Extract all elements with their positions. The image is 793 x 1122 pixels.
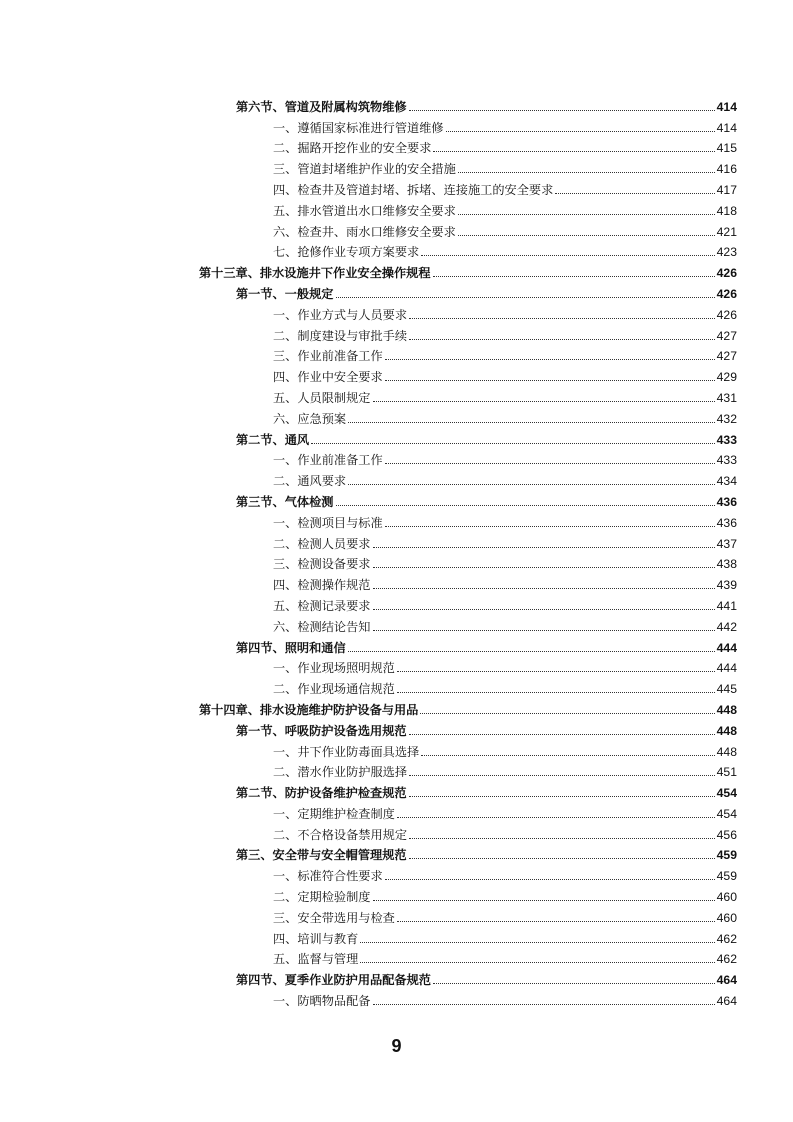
toc-entry-page: 423 xyxy=(716,245,737,260)
toc-entry-page: 438 xyxy=(716,557,737,572)
toc-subsection-entry[interactable] xyxy=(273,762,737,783)
toc-subsection-entry[interactable] xyxy=(273,678,737,699)
toc-entry-title: 一、检测项目与标准 xyxy=(273,515,383,530)
dot-leader xyxy=(420,713,714,714)
toc-entry-title: 二、作业现场通信规范 xyxy=(273,682,395,697)
toc-subsection-entry[interactable] xyxy=(273,907,737,928)
toc-subsection-entry[interactable] xyxy=(273,554,737,575)
toc-entry-title: 第十三章、排水设施井下作业安全操作规程 xyxy=(199,266,431,281)
toc-entry-title: 二、潜水作业防护服选择 xyxy=(273,765,408,780)
toc-subsection-entry[interactable] xyxy=(273,595,737,616)
toc-entry-title: 五、人员限制规定 xyxy=(273,390,371,405)
toc-entry-title: 第二节、防护设备维护检查规范 xyxy=(236,786,407,801)
toc-entry-page: 432 xyxy=(716,411,737,426)
toc-entry-page: 426 xyxy=(716,307,737,322)
toc-entry-page: 431 xyxy=(716,390,737,405)
toc-subsection-entry[interactable] xyxy=(273,387,737,408)
toc-entry-page: 427 xyxy=(716,349,737,364)
toc-subsection-entry[interactable] xyxy=(273,242,737,263)
toc-entry-page: 427 xyxy=(716,328,737,343)
toc-entry-title: 第六节、管道及附属构筑物维修 xyxy=(236,99,407,114)
toc-entry-title: 二、制度建设与审批手续 xyxy=(273,328,408,343)
toc-entry-title: 五、检测记录要求 xyxy=(273,598,371,613)
dot-leader xyxy=(348,651,715,652)
toc-subsection-entry[interactable] xyxy=(273,928,737,949)
dot-leader xyxy=(373,588,715,589)
toc-subsection-entry[interactable] xyxy=(273,658,737,679)
toc-entry-title: 第二节、通风 xyxy=(236,432,310,447)
toc-entry-title: 第三、安全带与安全帽管理规范 xyxy=(236,848,407,863)
toc-entry-page: 444 xyxy=(716,640,737,655)
toc-entry-page: 426 xyxy=(716,266,737,281)
toc-entry-page: 454 xyxy=(716,786,737,801)
toc-entry-title: 四、检测操作规范 xyxy=(273,578,371,593)
toc-chapter-entry[interactable] xyxy=(199,699,737,720)
toc-subsection-entry[interactable] xyxy=(273,138,737,159)
toc-subsection-entry[interactable] xyxy=(273,117,737,138)
dot-leader xyxy=(385,463,715,464)
toc-entry-page: 459 xyxy=(716,848,737,863)
toc-subsection-entry[interactable] xyxy=(273,325,737,346)
toc-subsection-entry[interactable] xyxy=(273,450,737,471)
dot-leader xyxy=(397,817,715,818)
toc-entry-page: 459 xyxy=(716,869,737,884)
toc-section-entry[interactable] xyxy=(236,845,737,866)
toc-entry-title: 第一节、呼吸防护设备选用规范 xyxy=(236,723,407,738)
toc-entry-title: 一、作业现场照明规范 xyxy=(273,661,395,676)
toc-entry-page: 414 xyxy=(716,99,737,114)
toc-subsection-entry[interactable] xyxy=(273,158,737,179)
toc-section-entry[interactable] xyxy=(236,720,737,741)
toc-entry-page: 445 xyxy=(716,682,737,697)
toc-subsection-entry[interactable] xyxy=(273,990,737,1011)
toc-subsection-entry[interactable] xyxy=(273,346,737,367)
table-of-contents xyxy=(0,96,793,1011)
toc-subsection-entry[interactable] xyxy=(273,616,737,637)
toc-entry-title: 六、检测结论告知 xyxy=(273,619,371,634)
dot-leader xyxy=(397,692,715,693)
toc-section-entry[interactable] xyxy=(236,429,737,450)
toc-entry-title: 一、井下作业防毒面具选择 xyxy=(273,744,420,759)
dot-leader xyxy=(409,838,715,839)
toc-entry-title: 一、定期维护检查制度 xyxy=(273,806,395,821)
toc-entry-title: 第十四章、排水设施维护防护设备与用品 xyxy=(199,702,419,717)
toc-subsection-entry[interactable] xyxy=(273,408,737,429)
toc-entry-title: 一、作业前准备工作 xyxy=(273,453,383,468)
dot-leader xyxy=(409,858,715,859)
toc-entry-page: 426 xyxy=(716,286,737,301)
dot-leader xyxy=(433,151,714,152)
toc-subsection-entry[interactable] xyxy=(273,803,737,824)
toc-entry-page: 436 xyxy=(716,515,737,530)
toc-entry-title: 五、监督与管理 xyxy=(273,952,359,967)
toc-entry-page: 456 xyxy=(716,827,737,842)
toc-entry-title: 第三节、气体检测 xyxy=(236,494,334,509)
dot-leader xyxy=(409,775,715,776)
toc-entry-page: 417 xyxy=(716,182,737,197)
dot-leader xyxy=(397,921,715,922)
toc-subsection-entry[interactable] xyxy=(273,221,737,242)
toc-subsection-entry[interactable] xyxy=(273,304,737,325)
toc-entry-title: 二、不合格设备禁用规定 xyxy=(273,827,408,842)
dot-leader xyxy=(409,796,715,797)
toc-entry-page: 418 xyxy=(716,203,737,218)
toc-entry-title: 四、检查井及管道封堵、拆堵、连接施工的安全要求 xyxy=(273,182,554,197)
toc-entry-page: 434 xyxy=(716,474,737,489)
toc-entry-page: 429 xyxy=(716,370,737,385)
dot-leader xyxy=(433,983,715,984)
toc-entry-page: 444 xyxy=(716,661,737,676)
dot-leader xyxy=(373,547,715,548)
toc-subsection-entry[interactable] xyxy=(273,824,737,845)
dot-leader xyxy=(373,900,715,901)
toc-subsection-entry[interactable] xyxy=(273,512,737,533)
toc-entry-page: 448 xyxy=(716,744,737,759)
toc-entry-page: 451 xyxy=(716,765,737,780)
dot-leader xyxy=(409,734,715,735)
dot-leader xyxy=(458,172,715,173)
toc-entry-title: 四、作业中安全要求 xyxy=(273,370,383,385)
dot-leader xyxy=(446,131,715,132)
toc-entry-page: 464 xyxy=(716,994,737,1009)
toc-entry-page: 421 xyxy=(716,224,737,239)
toc-section-entry[interactable] xyxy=(236,637,737,658)
dot-leader xyxy=(336,297,715,298)
dot-leader xyxy=(373,609,715,610)
dot-leader xyxy=(360,942,714,943)
toc-entry-title: 一、标准符合性要求 xyxy=(273,869,383,884)
toc-entry-title: 七、抢修作业专项方案要求 xyxy=(273,245,420,260)
toc-entry-page: 460 xyxy=(716,890,737,905)
toc-subsection-entry[interactable] xyxy=(273,949,737,970)
dot-leader xyxy=(373,630,715,631)
dot-leader xyxy=(409,339,715,340)
dot-leader xyxy=(555,193,714,194)
toc-section-entry[interactable] xyxy=(236,96,737,117)
dot-leader xyxy=(421,755,714,756)
toc-subsection-entry[interactable] xyxy=(273,470,737,491)
toc-entry-title: 六、检查井、雨水口维修安全要求 xyxy=(273,224,456,239)
dot-leader xyxy=(397,671,715,672)
toc-entry-page: 442 xyxy=(716,619,737,634)
toc-entry-title: 五、排水管道出水口维修安全要求 xyxy=(273,203,456,218)
toc-entry-title: 一、遵循国家标准进行管道维修 xyxy=(273,120,444,135)
toc-entry-title: 二、定期检验制度 xyxy=(273,890,371,905)
toc-subsection-entry[interactable] xyxy=(273,574,737,595)
dot-leader xyxy=(458,235,715,236)
toc-entry-page: 437 xyxy=(716,536,737,551)
toc-entry-page: 436 xyxy=(716,494,737,509)
toc-entry-page: 454 xyxy=(716,806,737,821)
dot-leader xyxy=(458,214,715,215)
page-number: 9 xyxy=(391,1036,402,1056)
toc-entry-page: 460 xyxy=(716,910,737,925)
toc-entry-page: 415 xyxy=(716,141,737,156)
toc-entry-page: 433 xyxy=(716,432,737,447)
toc-subsection-entry[interactable] xyxy=(273,533,737,554)
toc-entry-title: 三、安全带选用与检查 xyxy=(273,910,395,925)
toc-chapter-entry[interactable] xyxy=(199,262,737,283)
dot-leader xyxy=(385,380,715,381)
dot-leader xyxy=(409,110,715,111)
toc-entry-title: 一、防晒物品配备 xyxy=(273,994,371,1009)
toc-entry-title: 第四节、夏季作业防护用品配备规范 xyxy=(236,973,431,988)
toc-subsection-entry[interactable] xyxy=(273,886,737,907)
toc-entry-title: 二、检测人员要求 xyxy=(273,536,371,551)
dot-leader xyxy=(385,879,715,880)
toc-entry-title: 第四节、照明和通信 xyxy=(236,640,346,655)
dot-leader xyxy=(373,567,715,568)
toc-entry-page: 441 xyxy=(716,598,737,613)
toc-section-entry[interactable] xyxy=(236,491,737,512)
toc-entry-page: 462 xyxy=(716,952,737,967)
toc-entry-page: 462 xyxy=(716,931,737,946)
toc-section-entry[interactable] xyxy=(236,969,737,990)
toc-entry-page: 414 xyxy=(716,120,737,135)
dot-leader xyxy=(373,401,715,402)
toc-subsection-entry[interactable] xyxy=(273,865,737,886)
dot-leader xyxy=(348,422,715,423)
toc-entry-page: 416 xyxy=(716,162,737,177)
toc-entry-title: 六、应急预案 xyxy=(273,411,347,426)
dot-leader xyxy=(360,962,714,963)
toc-section-entry[interactable] xyxy=(236,782,737,803)
dot-leader xyxy=(385,359,715,360)
toc-entry-page: 448 xyxy=(716,723,737,738)
dot-leader xyxy=(336,505,715,506)
toc-entry-page: 464 xyxy=(716,973,737,988)
toc-subsection-entry[interactable] xyxy=(273,179,737,200)
dot-leader xyxy=(409,318,715,319)
toc-subsection-entry[interactable] xyxy=(273,741,737,762)
toc-entry-title: 一、作业方式与人员要求 xyxy=(273,307,408,322)
toc-entry-page: 433 xyxy=(716,453,737,468)
dot-leader xyxy=(433,276,715,277)
toc-subsection-entry[interactable] xyxy=(273,366,737,387)
toc-entry-page: 448 xyxy=(716,702,737,717)
toc-subsection-entry[interactable] xyxy=(273,200,737,221)
toc-entry-title: 三、管道封堵维护作业的安全措施 xyxy=(273,162,456,177)
toc-entry-page: 439 xyxy=(716,578,737,593)
toc-entry-title: 第一节、一般规定 xyxy=(236,286,334,301)
dot-leader xyxy=(348,484,715,485)
toc-entry-title: 三、作业前准备工作 xyxy=(273,349,383,364)
dot-leader xyxy=(385,526,715,527)
dot-leader xyxy=(421,255,714,256)
toc-section-entry[interactable] xyxy=(236,283,737,304)
toc-entry-title: 四、培训与教育 xyxy=(273,931,359,946)
toc-entry-title: 三、检测设备要求 xyxy=(273,557,371,572)
dot-leader xyxy=(311,443,715,444)
toc-entry-title: 二、通风要求 xyxy=(273,474,347,489)
dot-leader xyxy=(373,1004,715,1005)
toc-entry-title: 二、掘路开挖作业的安全要求 xyxy=(273,141,432,156)
